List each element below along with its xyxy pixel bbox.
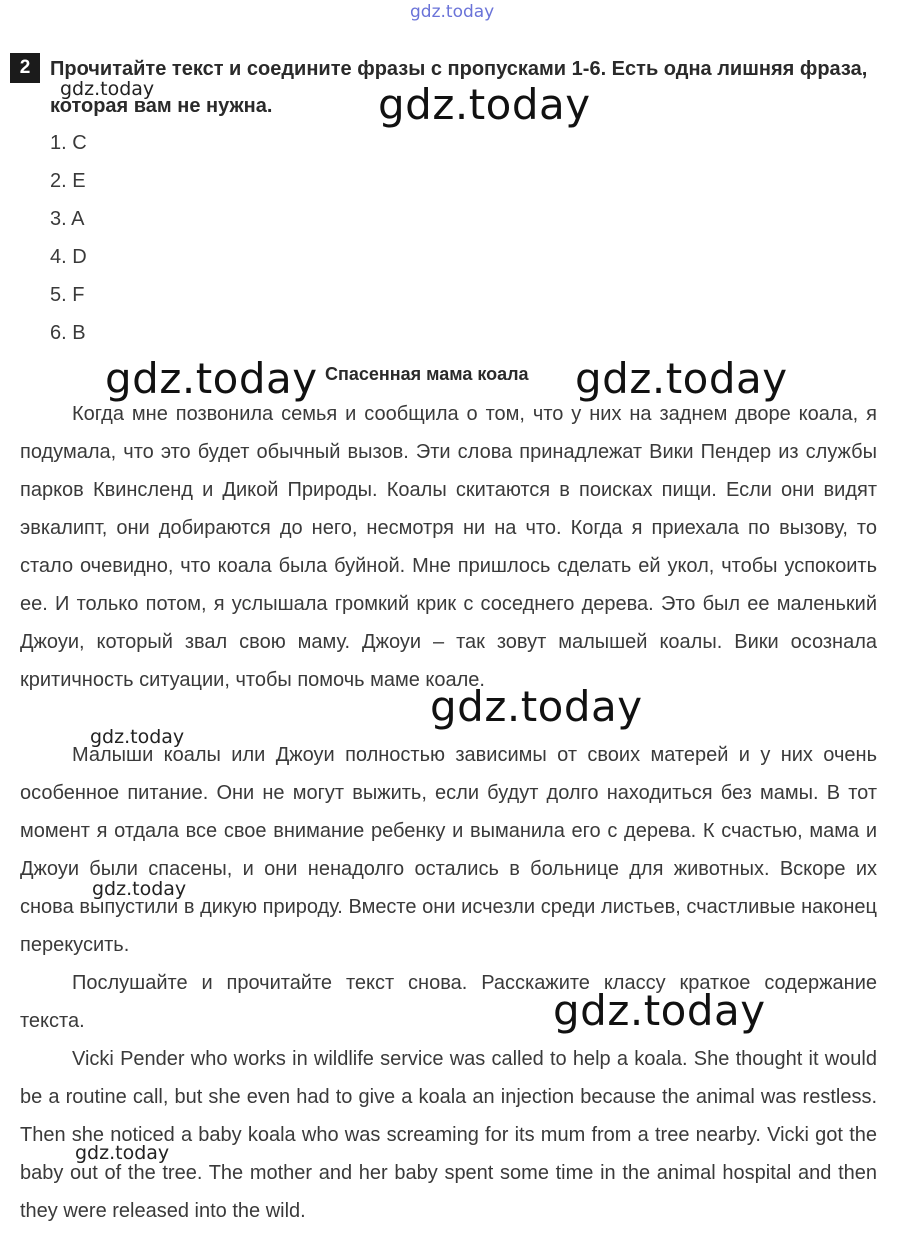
answer-item: 3. A <box>50 208 85 230</box>
watermark: gdz.today <box>553 986 766 1035</box>
story-title: Спасенная мама коала <box>325 364 529 384</box>
story-paragraph-2: Малыши коалы или Джоуи полностью зависимы от своих матерей и у них очень особенное питание. Они не могут выжить, если будут долго находиться без мамы. В тот момент я отдала все свое внимание ребенку и выманила его с дерева. К счастью, мама и Джоуи были спасены, и они ненадолго остались в больнице для животных. Вскоре их снова выпустили в дикую природу. Вместе они исчезли среди листьев, счастливые наконец перекусить. <box>20 744 877 956</box>
watermark: gdz.today <box>378 80 591 129</box>
answers-list <box>50 124 87 352</box>
answer-item: 4. D <box>50 246 87 268</box>
answer-item: 1. C <box>50 132 87 154</box>
answer-item: 6. B <box>50 322 86 344</box>
watermark: gdz.today <box>430 682 643 731</box>
story-paragraph-1: Когда мне позвонила семья и сообщила о том, что у них на заднем дворе коала, я подумала, что это будет обычный вызов. Эти слова принадлежат Вики Пендер из службы парков Квинсленд и Дикой Природы. Коалы скитаются в поисках пищи. Если они видят эвкалипт, они добираются до него, несмотря ни на что. Когда я приехала по вызову, то стало очевидно, что коала была буйной. Мне пришлось сделать ей укол, чтобы успокоить ее. И только потом, я услышала громкий крик с соседнего дерева. Это был ее маленький Джоуи, который звал свою маму. Джоуи – так зовут малышей коалы. Вики осознала критичность ситуации, чтобы помочь маме коале. <box>20 403 877 691</box>
answer-item: 2. E <box>50 170 86 192</box>
retell-instruction: Послушайте и прочитайте текст снова. Расскажите классу краткое содержание текста. <box>20 972 877 1032</box>
task-number-badge: 2 <box>10 53 40 83</box>
watermark: gdz.today <box>575 354 788 403</box>
watermark: gdz.today <box>90 726 185 748</box>
watermark: gdz.today <box>75 1142 170 1164</box>
watermark: gdz.today <box>60 78 155 100</box>
task-instruction: Прочитайте текст и соедините фразы с пропусками 1-6. Есть одна лишняя фраза, которая вам не нужна. <box>50 58 868 117</box>
english-summary: Vicki Pender who works in wildlife service was called to help a koala. She thought it would be a routine call, but she even had to give a koala an injection because the animal was restless. Then she noticed a baby koala who was screaming for its mum from a tree nearby. Vicki got the baby out of the tree. The mother and her baby spent some time in the animal hospital and then they were released into the wild. <box>20 1048 877 1222</box>
answer-item: 5. F <box>50 284 85 306</box>
watermark: gdz.today <box>105 354 318 403</box>
watermark: gdz.today <box>92 878 187 900</box>
watermark-top: gdz.today <box>410 2 495 22</box>
